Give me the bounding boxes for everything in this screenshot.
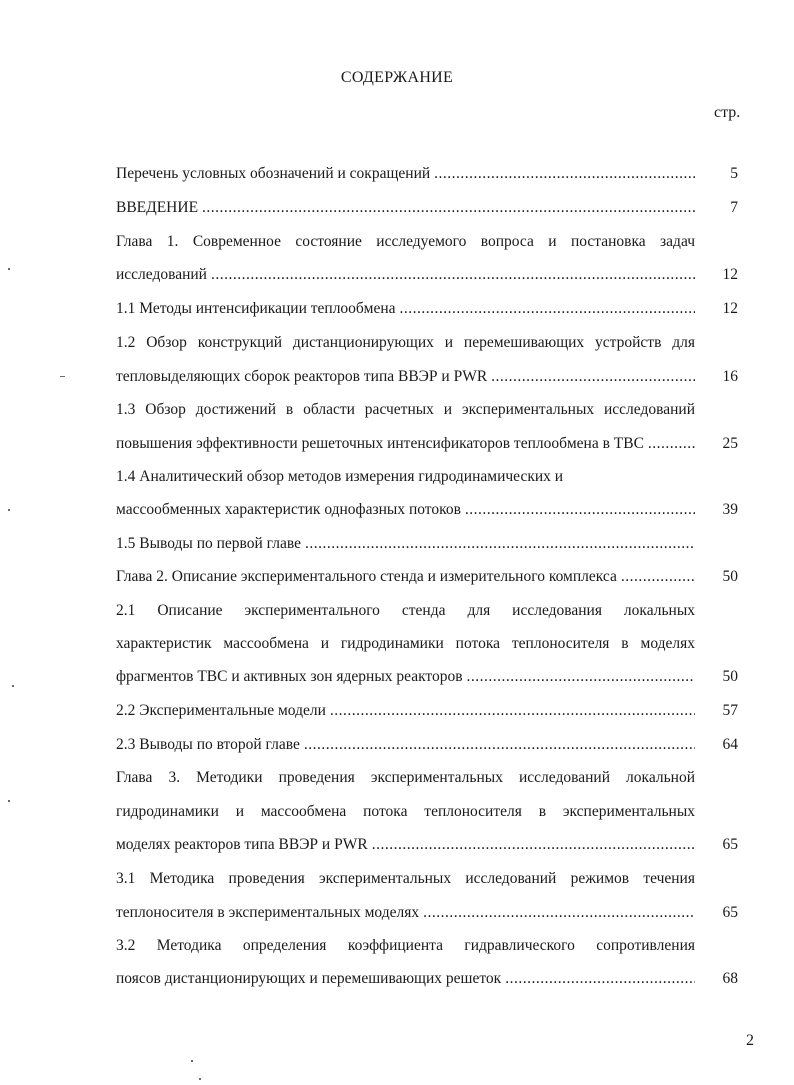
toc-entry-text: 2.3 Выводы по второй главе [116,736,300,753]
toc-entry[interactable] [116,902,695,924]
toc-entry-line[interactable]: Глава 1. Современное состояние исследуемого вопроса и постановка задач [116,233,695,250]
toc-entry[interactable] [116,666,695,688]
leader-dots [505,968,695,990]
scan-speck [12,685,14,687]
toc-entry[interactable] [116,197,695,219]
toc-entry[interactable] [116,433,695,455]
scan-speck [8,800,10,802]
page-column-label: стр. [714,104,741,121]
scan-speck [8,268,10,270]
toc-entry-text: Глава 2. Описание экспериментального стенда и измерительного комплекса [116,568,617,585]
toc-entry-text: тепловыделяющих сборок реакторов типа ВВЭР и PWR [116,368,488,385]
toc-entry[interactable] [116,533,695,555]
toc-entry[interactable] [116,366,695,388]
leader-dots [434,163,695,185]
leader-dots [305,533,695,555]
toc-entry-line[interactable]: 2.1 Описание экспериментального стенда для исследования локальных [116,602,695,619]
leader-dots [372,834,695,856]
page-number: 2 [746,1032,754,1049]
toc-entry-line[interactable]: гидродинамики и массообмена потока теплоносителя в экспериментальных [116,803,695,820]
toc-page-number: 7 [730,199,738,216]
toc-page-number: 25 [722,435,738,452]
toc-page-number: 57 [722,702,738,719]
toc-page-number: 5 [730,165,738,182]
toc-entry-text: поясов дистанционирующих и перемешивающих решеток [116,970,502,987]
leader-dots [211,264,695,286]
toc-entry[interactable] [116,834,695,856]
toc-entry-text: массообменных характеристик однофазных потоков [116,501,461,518]
leader-dots [491,366,695,388]
toc-page-number: 12 [722,300,738,317]
toc-page-number [700,533,738,555]
toc-entry[interactable] [116,566,695,588]
leader-dots [423,902,695,924]
toc-page-number: 39 [722,501,738,518]
toc-entry[interactable] [116,298,695,320]
toc-page-number: 65 [722,836,738,853]
leader-dots [467,666,695,688]
toc-entry-line[interactable]: 3.1 Методика проведения экспериментальных исследований режимов течения [116,870,695,887]
toc-entry[interactable] [116,264,695,286]
toc-entry-text: моделях реакторов типа ВВЭР и PWR [116,836,368,853]
leader-dots [330,700,695,722]
toc-entry[interactable] [116,700,695,722]
toc-entry[interactable] [116,163,695,185]
toc-entry-line[interactable]: 1.3 Обзор достижений в области расчетных и экспериментальных исследований [116,401,695,418]
toc-page-number: 65 [722,904,738,921]
toc-entry-line[interactable]: 1.4 Аналитический обзор методов измерения гидродинамических и [116,468,564,485]
leader-dots [648,433,695,455]
toc-entry-text: 1.5 Выводы по первой главе [116,535,301,552]
scan-speck [199,1078,201,1080]
toc-entry-text: повышения эффективности решеточных интенсификаторов теплообмена в ТВС [116,435,644,452]
toc-page-number: 50 [722,568,738,585]
toc-entry-line[interactable]: 3.2 Методика определения коэффициента гидравлического сопротивления [116,937,695,954]
toc-page-number: 50 [722,668,738,685]
toc-entry-text: исследований [116,266,207,283]
leader-dots [202,197,695,219]
toc-entry-text: 2.2 Экспериментальные модели [116,702,326,719]
toc-entry-text: теплоносителя в экспериментальных моделях [116,904,420,921]
toc-entry-text: фрагментов ТВС и активных зон ядерных реакторов [116,668,463,685]
leader-dots [400,298,695,320]
toc-entry[interactable] [116,734,695,756]
toc-entry-text: ВВЕДЕНИЕ [116,199,199,216]
leader-dots [465,499,695,521]
toc-entry-line[interactable]: характеристик массообмена и гидродинамики потока теплоносителя в моделях [116,635,695,652]
toc-entry-line[interactable]: 1.2 Обзор конструкций дистанционирующих и перемешивающих устройств для [116,334,695,351]
toc-entry-text: Перечень условных обозначений и сокращений [116,165,431,182]
scan-speck [8,509,10,511]
toc-title: СОДЕРЖАНИЕ [340,69,454,86]
toc-entry[interactable] [116,499,695,521]
toc-entry-line[interactable]: Глава 3. Методики проведения экспериментальных исследований локальной [116,769,695,786]
toc-page-number: 68 [722,970,738,987]
scan-speck [60,376,65,377]
toc-entry-text: 1.1 Методы интенсификации теплообмена [116,300,396,317]
scan-speck [191,1060,193,1062]
leader-dots [304,734,695,756]
toc-entry[interactable] [116,968,695,990]
toc-page-number: 64 [722,736,738,753]
leader-dots [621,566,695,588]
toc-page-number: 12 [722,266,738,283]
toc-page-number: 16 [722,368,738,385]
